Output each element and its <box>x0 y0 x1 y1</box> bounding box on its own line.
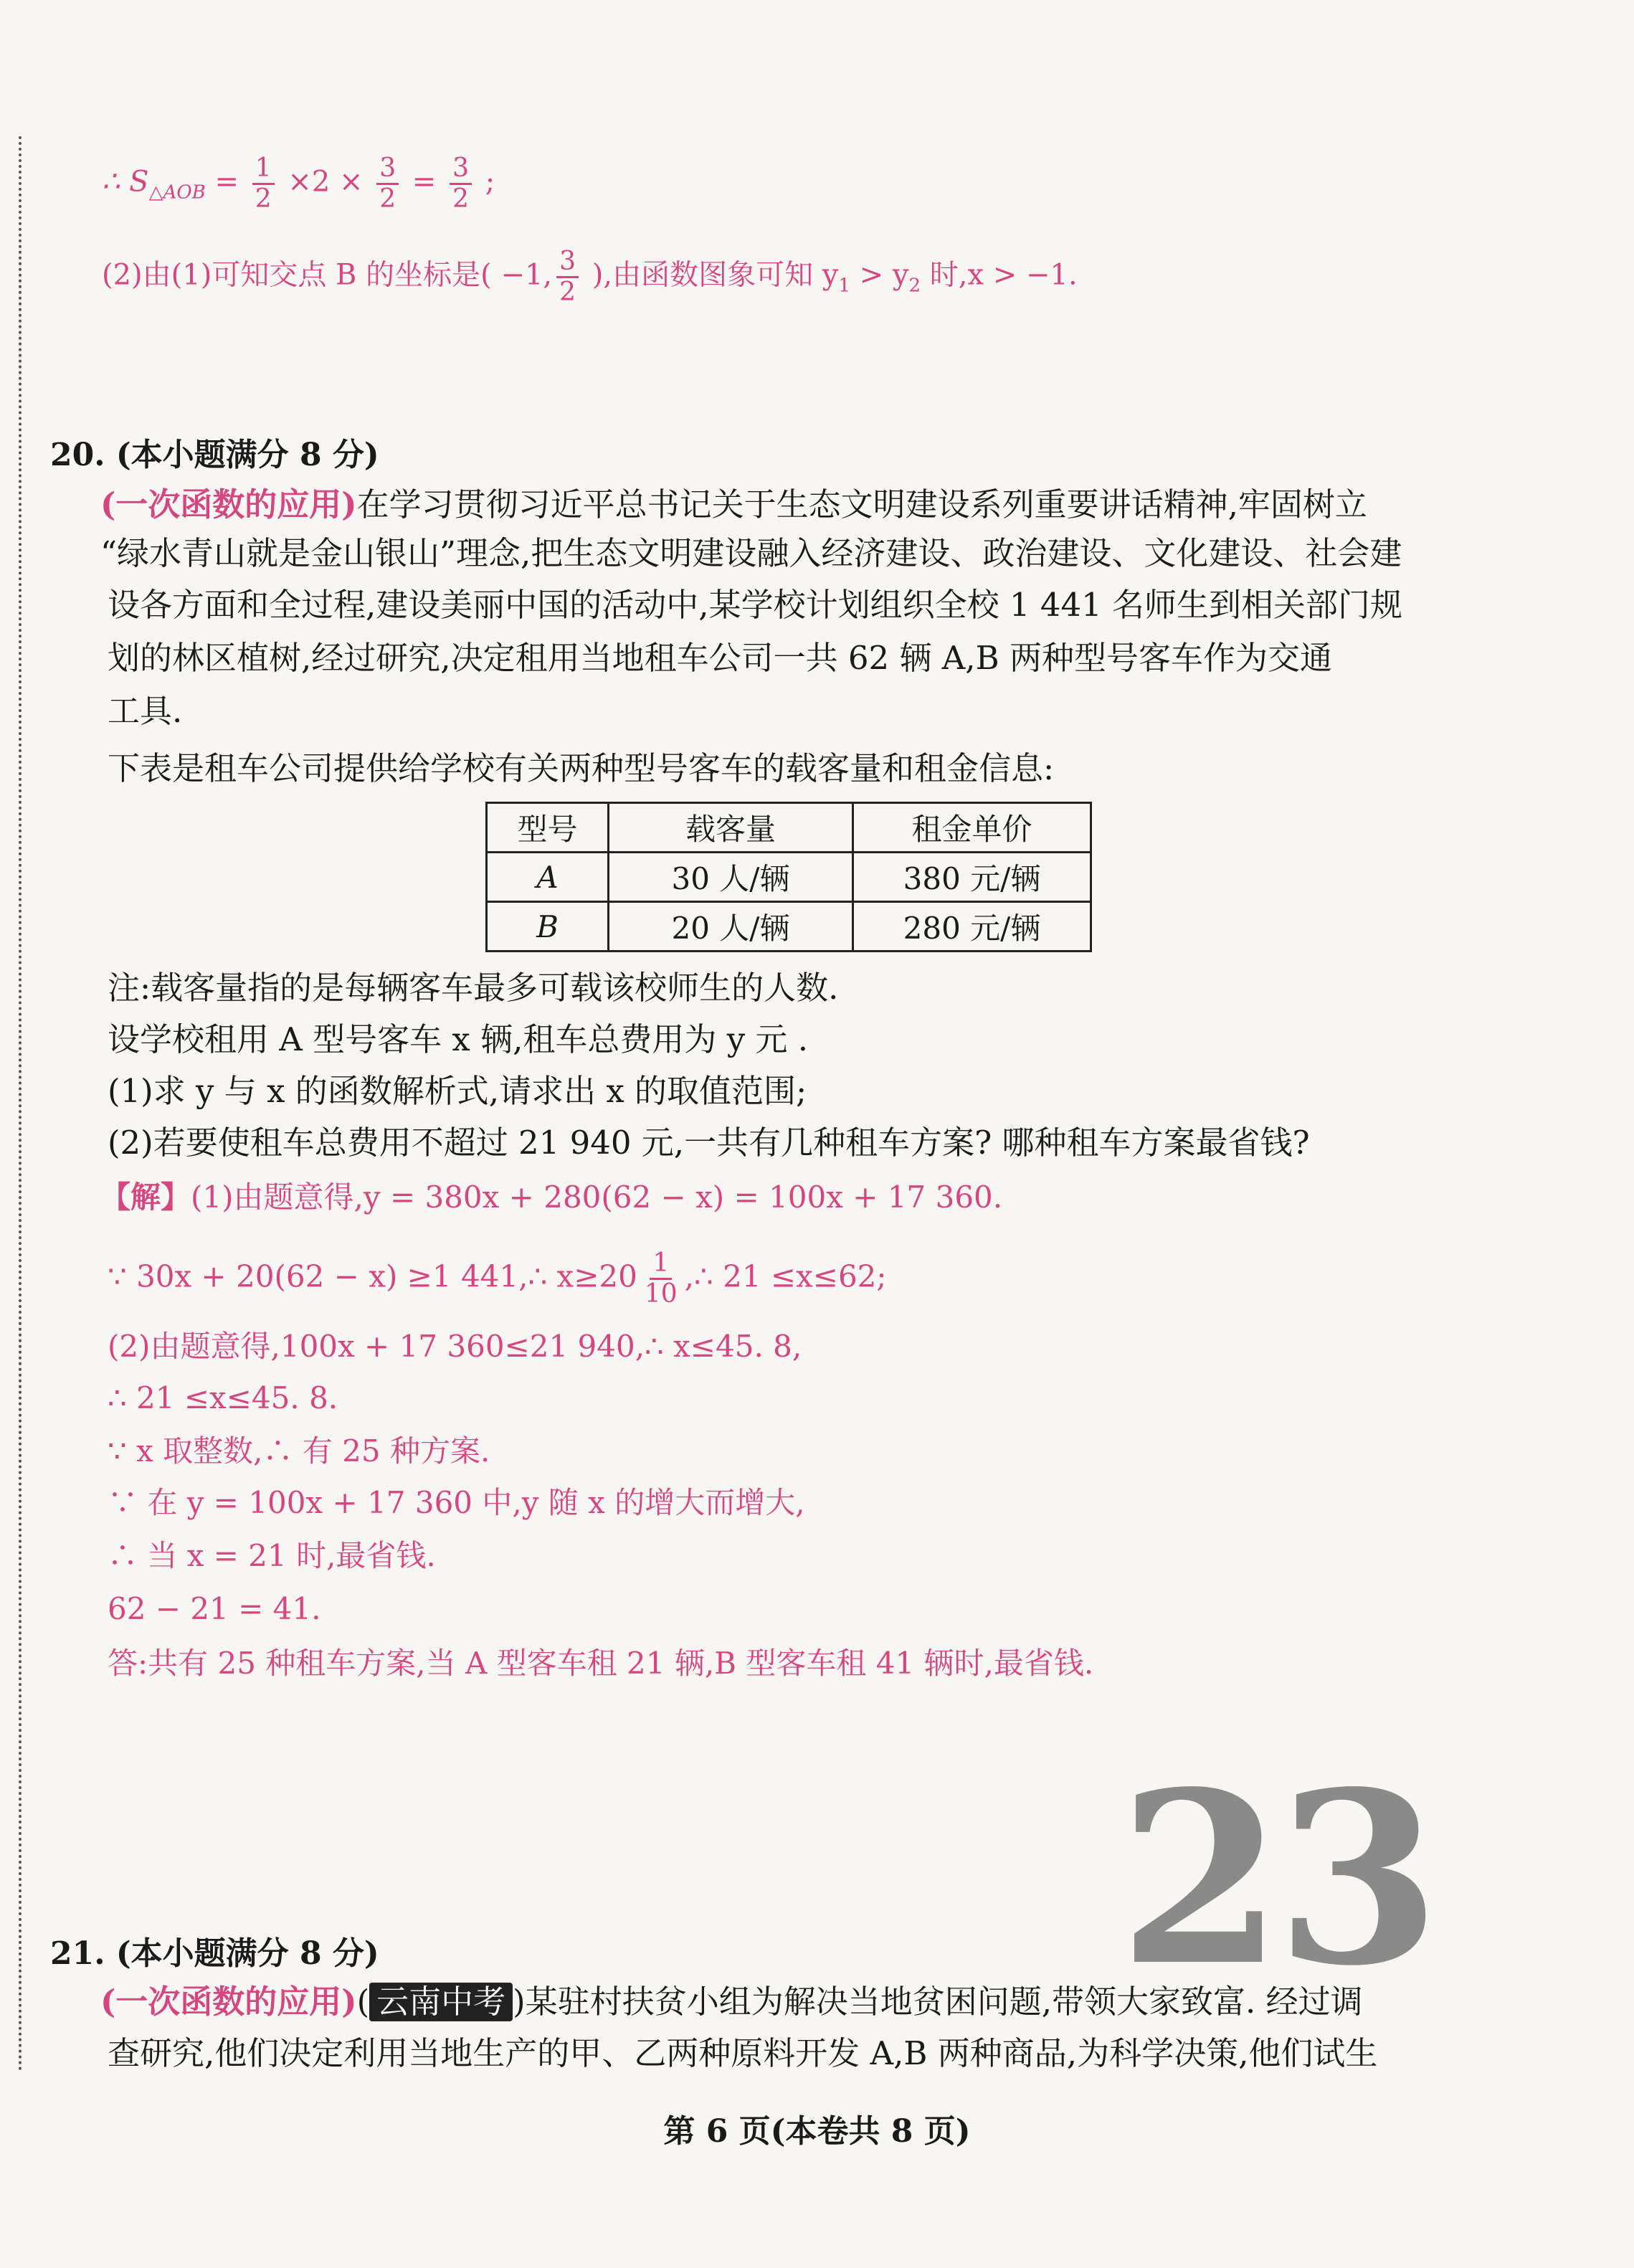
question-20-header: 20. (本小题满分 8 分) <box>50 437 379 473</box>
table-header-cell: 租金单价 <box>853 803 1091 853</box>
question-21-line-2: 查研究,他们决定利用当地生产的甲、乙两种原料开发 A,B 两种商品,为科学决策,他们试生 <box>108 2034 1378 2072</box>
prev-answer-line-1: ∴ $S_{\triangle AOB}$ = $\frac{1}{2}$ ×2 × $\frac{3}{2}$ = $\frac{3}{2}$ ; <box>102 153 495 214</box>
table-header-cell: 型号 <box>487 803 609 853</box>
question-20-paragraph-line-2: “绿水青山就是金山银山”理念,把生态文明建设融入经济建设、政治建设、文化建设、社会建 <box>100 534 1402 572</box>
table-cell: 380 元/辆 <box>853 853 1091 902</box>
solution-line-4: ∴ 21 ≤x≤45. 8. <box>108 1380 338 1415</box>
question-setup: 设学校租用 A 型号客车 x 辆,租车总费用为 y 元 . <box>108 1020 809 1058</box>
source-tag: 云南中考 <box>369 1983 513 2021</box>
fraction: $\frac{3}{2}$ <box>450 154 472 214</box>
table-row <box>487 853 1091 902</box>
table-cell: B <box>487 902 609 952</box>
solution-line-6: ∵ 在 y = 100x + 17 360 中,y 随 x 的增大而增大, <box>108 1485 805 1520</box>
table-row <box>487 902 1091 952</box>
question-20-paragraph-line-5: 工具. <box>108 692 183 730</box>
fraction: $\frac{3}{2}$ <box>376 154 399 214</box>
solution-line-7: ∴ 当 x = 21 时,最省钱. <box>108 1538 436 1573</box>
fraction: $\frac{1}{2}$ <box>252 154 275 214</box>
solution-line-5: ∵ x 取整数,∴ 有 25 种方案. <box>108 1433 490 1468</box>
question-21-line-1: (一次函数的应用)( 云南中考 )某驻村扶贫小组为解决当地贫困问题,带领大家致富. 经过调 <box>100 1983 1363 2021</box>
table-cell: A <box>487 853 609 902</box>
question-part-2: (2)若要使租车总费用不超过 21 940 元,一共有几种租车方案? 哪种租车方案最省钱? <box>108 1124 1310 1162</box>
big-number: 23 <box>1118 1740 1434 2018</box>
page-footer: 第 6 页(本卷共 8 页) <box>663 2113 971 2150</box>
solution-line-3: (2)由题意得,100x + 17 360≤21 940,∴ x≤45. 8, <box>108 1329 802 1364</box>
topic-tag: (一次函数的应用) <box>100 1983 357 2021</box>
table-note: 注:载客量指的是每辆客车最多可载该校师生的人数. <box>108 969 839 1007</box>
question-20-paragraph-line-1: (一次函数的应用)在学习贯彻习近平总书记关于生态文明建设系列重要讲话精神,牢固树立 <box>100 485 1367 523</box>
solution-line-1: 【解】(1)由题意得,y = 380x + 280(62 − x) = 100x + 17 360. <box>100 1180 1003 1215</box>
table-cell: 280 元/辆 <box>853 902 1091 952</box>
solution-label: 【解】 <box>100 1180 191 1215</box>
table-header-row <box>487 803 1091 853</box>
solution-line-8: 62 − 21 = 41. <box>108 1591 321 1626</box>
question-20-paragraph-line-3: 设各方面和全过程,建设美丽中国的活动中,某学校计划组织全校 1 441 名师生到相关部门规 <box>108 586 1403 624</box>
question-part-1: (1)求 y 与 x 的函数解析式,请求出 x 的取值范围; <box>108 1072 807 1110</box>
fraction: $\frac{1}{10}$ <box>644 1248 678 1309</box>
question-20-paragraph-line-4: 划的林区植树,经过研究,决定租用当地租车公司一共 62 辆 A,B 两种型号客车作为交通 <box>108 639 1332 677</box>
bus-info-table <box>485 802 1092 952</box>
solution-line-2: ∵ 30x + 20(62 − x) ≥1 441,∴ x≥20 $\frac{1}{10}$ ,∴ 21 ≤x≤62; <box>108 1248 887 1309</box>
question-21-header: 21. (本小题满分 8 分) <box>50 1935 379 1972</box>
table-cell: 30 人/辆 <box>609 853 853 902</box>
table-cell: 20 人/辆 <box>609 902 853 952</box>
table-header-cell: 载客量 <box>609 803 853 853</box>
topic-tag: (一次函数的应用) <box>100 485 357 523</box>
fold-line <box>19 136 22 2072</box>
fraction: $\frac{3}{2}$ <box>556 247 579 307</box>
solution-answer: 答:共有 25 种租车方案,当 A 型客车租 21 辆,B 型客车租 41 辆时,最省钱. <box>108 1646 1094 1681</box>
prev-answer-line-2: (2)由(1)可知交点 B 的坐标是( −1, $\frac{3}{2}$ ),由函数图象可知 $y_1 > y_2$ 时,x > −1. <box>102 247 1078 307</box>
table-intro: 下表是租车公司提供给学校有关两种型号客车的载客量和租金信息: <box>108 749 1055 787</box>
